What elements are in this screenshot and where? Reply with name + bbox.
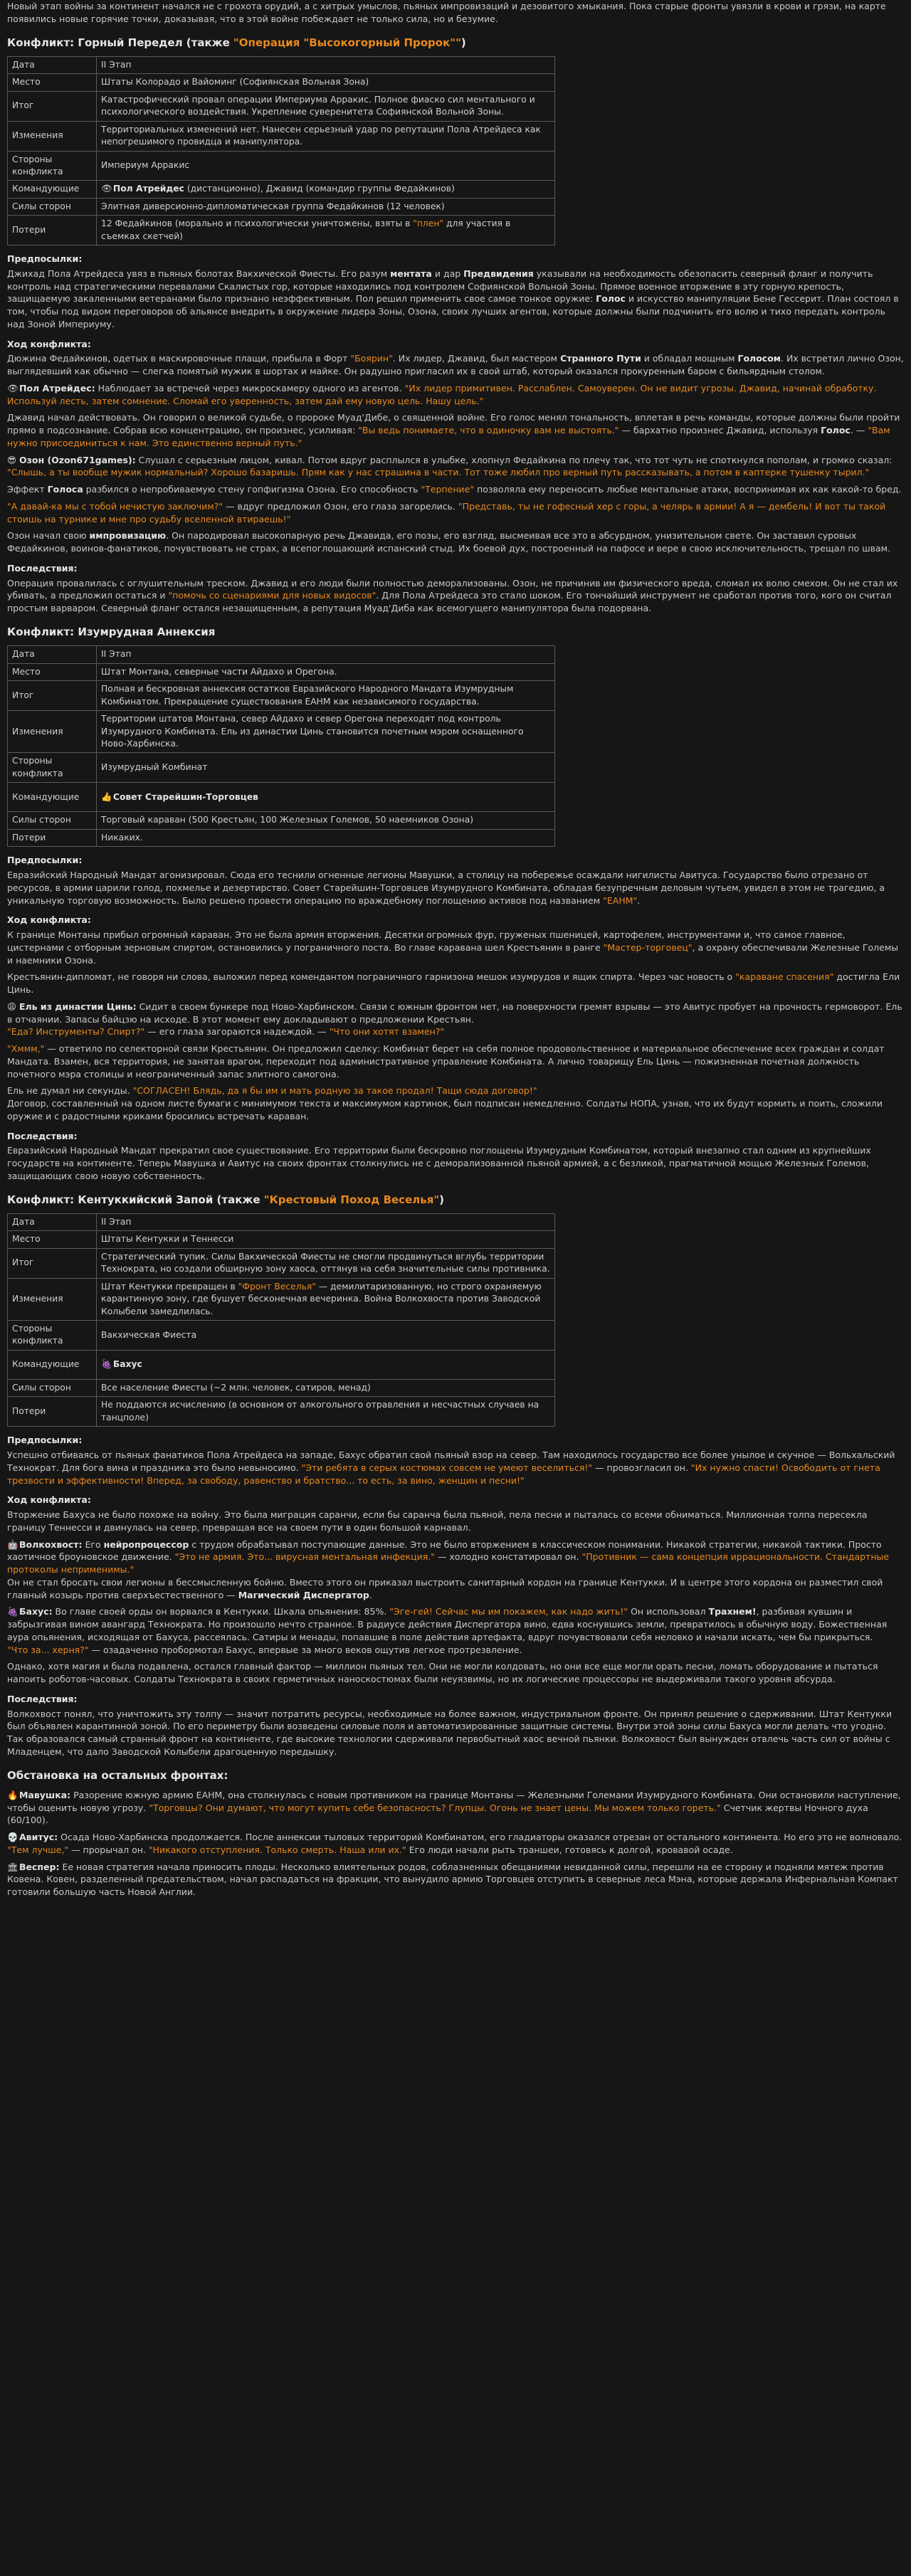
value-commanders [97,783,555,812]
value-losses [97,216,555,246]
label-forces: Силы сторон [8,1379,97,1396]
eye-icon: 👁 [101,184,112,194]
conflict-title [7,36,904,51]
value-commanders [97,181,555,198]
course-paragraph: "А давай-ка мы с тобой нечистую заключим?" — вдруг предложил Озон, его глаза загорелись. "Представь, ты не гофесный хер с горы, а челярь в армии! А я — дембель! И вот ты такой стоишь на турнике и мне про судьбу вселенной втираешь!" [7,500,886,524]
course-paragraph: Эффект Голоса разбился о непробиваемую стену гопфигизма Озона. Его способность "Терпение" позволяла ему переносить любые ментальные атаки, воспринимая их как какой-то бред. [7,484,902,495]
value-losses: Никаких. [97,829,555,846]
table-row [8,1248,555,1278]
value-result: Катастрофический провал операции Империума Арракис. Полное фиаско сил ментального и психологического воздействия. Укрепление суверенитета Софиянской Вольной Зоны. [97,91,555,121]
label-place: Место [8,663,97,680]
value-forces: Элитная диверсионно-дипломатическая группа Федайкинов (12 человек) [97,198,555,215]
conflict-emerald [7,625,904,1183]
prereq-text: Успешно отбиваясь от пьяных фанатиков Пола Атрейдеса на западе, Бахус обратил свой пьяный взор на север. Там находилось государство все более унылое и скучное — Вольхальский Технократ. Для бога вина и праздника это было невыносимо. "Эти ребята в серых костюмах совсем не умеют веселиться!" — провозгласил он. "Их нужно спасти! Освободить от гнета трезвости и эффективности! Вперед, за свободу, равенство и братство... то есть, за вино, женщин и песни!" [7,1450,895,1486]
commander-name: Пол Атрейдес [112,184,184,194]
course-paragraph: Дюжина Федайкинов, одетых в маскировочные плащи, прибыла в Форт "Боярин". Их лидер, Джавид, был мастером Странного Пути и обладал мощным Голосом. Их встретил лично Озон, выглядевший как обычно — слегка помятый мужик в шортах и майке. Он радушно пригласил их в свой штаб, который оказался прокуренным баром с бильярдным столом. [7,353,904,377]
table-row [8,663,555,680]
other-fronts-title: Обстановка на остальных фронтах: [7,1768,228,1782]
course-paragraph: 😎 Озон (Ozon671games): Слушал с серьезным лицом, кивал. Потом вдруг расплылся в улыбке, хлопнул Федайкина по плечу так, что тот чуть не споткнулся пополам, и громко сказал: "Слышь, а ты вообще мужик нормальный? Хорошо базаришь. Прям как у нас страшина в части. Тот тоже любил про верный путь рассказывать, а потом в каптерке тушенку тырил." [7,454,892,478]
course-paragraph: "Хммм," — ответило по селекторной связи Крестьянин. Он предложил сделку: Комбинат берет на себя полное продовольственное и материальное обеспечение всех граждан и солдат Мандата. Взамен, вся территория, не занятая врагом, переходит под административное управление Комбината. А лично товарищу Ель Цинь — пожизненная почетная должность почетного мэра столицы и неограниченный запас элитного самогона. [7,1043,885,1080]
table-row [8,646,555,663]
value-changes: Штат Кентукки превращен в "Фронт Веселья" — демилитаризованную, но строго охраняемую карантинную зону, где бушует бесконечная вечеринка. Война Волкохвоста против Заводской Колыбели замедлилась. [97,1278,555,1320]
intro-text: Новый этап войны за континент начался не с грохота орудий, а с хитрых умыслов, пьяных импровизаций и дезовитого хмыкания. Пока старые фронты увязли в крови и грязи, на карте появились новые горячие точки, доказывая, что в этой войне побеждает не только сила, но и безумие. [7,1,886,24]
title-quote: "Операция "Высокогорный Пророк"" [233,36,461,49]
grapes-icon: 🍇 [7,1606,19,1617]
label-losses: Потери [8,829,97,846]
fire-icon: 🔥 [7,1789,19,1800]
table-row [8,121,555,151]
table-row [8,753,555,783]
grapes-icon: 🍇 [101,1359,112,1370]
aftermath-heading: Последствия: [7,562,78,574]
label-commanders: Командующие [8,783,97,812]
course-heading: Ход конфликта: [7,914,91,926]
tired-face-icon: 😩 [7,1001,17,1012]
value-changes: Территории штатов Монтана, север Айдахо и север Орегона переходят под контроль Изумрудного Комбината. Ель из династии Цинь становится почетным мэром оснащенного Ново-Харбинска. [97,711,555,753]
label-place: Место [8,74,97,91]
title-text: Конфликт: Кентуккийский Запой (также [7,1193,264,1206]
title-end: ) [439,1193,445,1206]
label-losses: Потери [8,216,97,246]
label-forces: Силы сторон [8,198,97,215]
value-commanders [97,1350,555,1379]
aftermath-text: Волкохвост понял, что уничтожить эту толпу — значит потратить ресурсы, необходимые на более важном, индустриальном фронте. Он принял решение о сдерживании. Штат Кентукки был объявлен карантинной зоной. По его периметру были возведены силовые поля и автоматизированные защитные системы. Внутри этой зоны силы Бахуса могли делать что угодно. Так образовался самый странный фронт на континенте, где высокие технологии сдерживали первобытный хаос вечной пьянки. Волкохвост был вынужден отвлечь часть сил от войны с Младенцем, что дало Заводской Колыбели драгоценную передышку. [7,1708,892,1757]
table-row [8,1213,555,1230]
course-paragraph: К границе Монтаны прибыл огромный караван. Это не была армия вторжения. Десятки огромных фур, груженых пшеницей, картофелем, инструментами и, что самое главное, цистернами с отборным зерновым спиртом, остановились у пограничного поста. Во главе каравана шел Крестьянин в ранге "Мастер-торговец", а охрану обеспечивали Железные Големы и наемники Озона. [7,929,899,966]
label-forces: Силы сторон [8,812,97,829]
course-paragraph: Ель не думал ни секунды. "СОГЛАСЕН! Блядь, да я бы им и мать родную за такое продал! Тащи сюда договор!" Договор, составленный на одном листе бумаги с минимумом текста и максимумом картинок, был подписан немедленно. Солдаты НОПА, узнав, что их будут кормить и поить, сложили оружие и с радостными криками бросились встречать караван. [7,1085,883,1121]
table-row [8,1379,555,1396]
front-item: 🏛 Веспер: Ее новая стратегия начала приносить плоды. Несколько влиятельных родов, соблазненных обещаниями невиданной силы, перешли на ее сторону и подняли мятеж против Ковена. Ковен, разделенный предательством, начал распадаться на фракции, что вынудило армию Торговцев отступить в северные леса Мэна, которые держала Инфернальная Компакт готовили большую часть Новой Англии. [7,1861,898,1898]
robot-icon: 🤖 [7,1538,19,1550]
conflict-title [7,1193,904,1208]
label-commanders: Командующие [8,181,97,198]
course-paragraph: 👁 Пол Атрейдес: Наблюдает за встречей через микроскамеру одного из агентов. "Их лидер примитивен. Расслаблен. Самоуверен. Он не видит угрозы. Джавид, начинай обработку. Используй лесть, затем сомнение. Сломай его уверенность, затем дай ему новую цель. Нашу цель." [7,382,877,406]
label-losses: Потери [8,1397,97,1427]
table-row [8,1278,555,1320]
table-row [8,812,555,829]
value-result: Стратегический тупик. Силы Вакхической Фиесты не смогли продвинуться вглубь территории Технократа, но создали обширную зону хаоса, оттянув на себя значительные силы противника. [97,1248,555,1278]
course-paragraph: Однако, хотя магия и была подавлена, остался главный фактор — миллион пьяных тел. Они не могли колдовать, но они все еще могли орать песни, ломать оборудование и пытаться напоить роботов-часовых. Солдаты Технократа в своих герметичных наноскостюмах были неуязвимы, но их логические процессоры не выдерживали такого уровня абсурда. [7,1661,878,1684]
label-sides: Стороны конфликта [8,753,97,783]
value-date: II Этап [97,646,555,663]
losses-quote: "плен" [413,218,444,229]
eye-icon: 👁 [7,382,19,394]
course-paragraph: 🤖 Волкохвост: Его нейропроцессор с трудом обрабатывал поступающие данные. Это не было вторжением в классическом понимании. Никакой стратегии, никакой тактики. Просто хаотичное броуновское движение. "Это не армия. Это... вирусная ментальная инфекция." — холодно констатировал он. "Противник — сама концепция иррациональности. Стандартные протоколы неприменимы." Он не стал бросать свои легионы в бессмысленную бойню. Вместо этого он приказал выстроить санитарный кордон на границе Кентукки. И в центре этого кордона он разместил свой главный козырь против сверхъестественного — Магический Диспергатор. [7,1538,890,1600]
label-result: Итог [8,681,97,711]
cool-face-icon: 😎 [7,454,17,465]
label-commanders: Командующие [8,1350,97,1379]
value-date: II Этап [97,56,555,73]
course-paragraph: Вторжение Бахуса не было похоже на войну. Это была миграция саранчи, если бы саранча была пьяной, пела песни и пыталась со всеми обниматься. Миллионная толпа пересекла границу Теннесси и двинулась на север, превращая все на своем пути в один большой карнавал. [7,1509,868,1533]
losses-text-end: для участия в съемках скетчей) [101,218,511,241]
table-row [8,681,555,711]
title-quote: "Крестовый Поход Веселья" [263,1193,440,1206]
prereq-heading: Предпосылки: [7,253,83,265]
skull-icon: 💀 [7,1832,19,1843]
value-place: Штаты Колорадо и Вайоминг (Софиянская Вольная Зона) [97,74,555,91]
value-place: Штаты Кентукки и Теннесси [97,1231,555,1248]
conflict-mountain [7,36,904,615]
info-table [7,56,555,246]
title-end: ) [460,36,466,49]
table-row [8,91,555,121]
table-row [8,181,555,198]
label-date: Дата [8,646,97,663]
label-changes: Изменения [8,1278,97,1320]
other-fronts [7,1768,904,1899]
table-row [8,711,555,753]
label-result: Итог [8,91,97,121]
prereq-text: Евразийский Народный Мандат агонизировал. Сюда его теснили огненные легионы Мавушки, а столицу на побережье осаждали нигилисты Авитуса. Государство было отрезано от ресурсов, в армии царили голод, похмелье и дезертирство. Совет Старейшин-Торговцев Изумрудного Комбината, обладая безупречным деловым чутьем, увидел в этом не трагедию, а уникальную торговую возможность. Было решено провести операцию по враждебному поглощению активов под названием "EAHM". [7,870,885,906]
table-row [8,829,555,846]
prereq-heading: Предпосылки: [7,855,83,866]
value-forces: Торговый караван (500 Крестьян, 100 Железных Големов, 50 наемников Озона) [97,812,555,829]
table-row [8,1397,555,1427]
front-item: 💀 Авитус: Осада Ново-Харбинска продолжается. После аннексии тыловых территорий Комбинатом, его гладиаторы оказался отрезан от остального континента. Но его это не волновало. "Тем лучше," — прорычал он. "Никакого отступления. Только смерть. Наша или их." Его люди начали рыть траншеи, готовясь к долгой, кровавой осаде. [7,1832,902,1855]
aftermath-heading: Последствия: [7,1693,78,1704]
course-paragraph: 😩 Ель из династии Цинь: Сидит в своем бункере под Ново-Харбинском. Связи с южным фронтом нет, на поверхности гремят взрывы — это Авитус пробует на прочность гермоворот. Ель в отчаянии. Запасы байцзю на исходе. В этот момент ему докладывают о предложении Крестьян. "Еда? Инструменты? Спирт?" — его глаза загораются надеждой. — "Что они хотят взамен?" [7,1001,902,1038]
label-changes: Изменения [8,711,97,753]
table-row [8,74,555,91]
value-place: Штат Монтана, северные части Айдахо и Орегона. [97,663,555,680]
info-table [7,1213,555,1427]
label-place: Место [8,1231,97,1248]
conflict-title: Конфликт: Изумрудная Аннексия [7,625,216,638]
table-row [8,56,555,73]
table-row [8,151,555,181]
value-result: Полная и бескровная аннексия остатков Евразийского Народного Мандата Изумрудным Комбинатом. Прекращение существования ЕАНМ как независимого государства. [97,681,555,711]
label-sides: Стороны конфликта [8,151,97,181]
commander-name: Бахус [112,1359,142,1370]
course-paragraph: Озон начал свою импровизацию. Он пародировал высокопарную речь Джавида, его позы, его взгляд, высмеивая все это в абсурдном, унизительном свете. Он заставил суровых Федайкинов, воинов-фанатиков, почувствовать не страх, а всепоглощающий испанский стыд. Их боевой дух, построенный на пафосе и вере в свою исключительность, трещал по швам. [7,530,891,554]
temple-icon: 🏛 [7,1861,19,1872]
table-row [8,198,555,215]
losses-text: 12 Федайкинов (морально и психологически уничтожены, взяты в [101,218,414,229]
prereq-text: Джихад Пола Атрейдеса увяз в пьяных болотах Вакхической Фиесты. Его разум ментата и дар Предвидения указывали на необходимость обезопасить северный фланг и получить контроль над стратегическими перевалами Скалистых гор, которые находились под контролем Софиянской Вольной Зоны. Прямое военное вторжение в эту горную крепость, защищаемую закаленными ветеранами было признано неэффективным. Пол решил применить свое самое тонкое оружие: Голос и искусство манипуляции Бене Гессерит. План состоял в том, чтобы под видом переговоров об альянсе внедрить в окружение лидера Зоны, Озона, своих лучших агентов, которые должны были подчинить его волю и тихо передать контроль над Зоной Империуму. [7,268,899,329]
label-sides: Стороны конфликта [8,1320,97,1350]
course-heading: Ход конфликта: [7,338,91,349]
course-paragraph: Джавид начал действовать. Он говорил о великой судьбе, о пророке Муад'Дибе, о священной войне. Его голос менял тональность, вплетая в речь команды, которые должны были пройти прямо в подсознание. Собрав всю концентрацию, он произнес, усиливая: "Вы ведь понимаете, что в одиночку вам не выстоять." — бархатно произнес Джавид, используя Голос. — "Вам нужно присоединиться к нам. Это единственно верный путь." [7,412,900,448]
value-sides: Империум Арракис [97,151,555,181]
commander-name: Совет Старейшин-Торговцев [112,791,258,802]
commander-rest: (дистанционно), Джавид (командир группы Федайкинов) [184,184,455,194]
value-forces: Все население Фиесты (~2 млн. человек, сатиров, менад) [97,1379,555,1396]
front-item: 🔥 Мавушка: Разорение южную армию ЕАНМ, она столкнулась с новым противником на границе Монтаны — Железными Големами Изумрудного Комбината. Они остановили наступление, чтобы оценить новую угрозу. "Торговцы? Они думают, что могут купить себе безопасность? Глупцы. Огонь не знает цены. Мы можем только гореть." Счетчик жертвы Ночного духа (60/100). [7,1789,901,1826]
value-sides: Вакхическая Фиеста [97,1320,555,1350]
aftermath-heading: Последствия: [7,1130,78,1141]
aftermath-text: Евразийский Народный Мандат прекратил свое существование. Его территории были бескровно поглощены Изумрудным Комбинатом, который внезапно стал одним из крупнейших государств на континенте. Теперь Мавушка и Авитус на своих фронтах столкнулись не с деморализованной пьяной армией, а с безликой, прагматичной мощью Железных Големов, защищающих свою новую собственность. [7,1145,871,1181]
course-paragraph: Крестьянин-дипломат, не говоря ни слова, выложил перед комендантом пограничного гарнизона мешок изумрудов и ящик спирта. Через час новость о "караване спасения" достигла Ели Цинь. [7,971,900,996]
table-row [8,783,555,812]
table-row [8,1350,555,1379]
thumbs-up-icon: 👍 [101,791,112,802]
table-row [8,1320,555,1350]
course-heading: Ход конфликта: [7,1494,91,1506]
table-row [8,1231,555,1248]
label-result: Итог [8,1248,97,1278]
prereq-heading: Предпосылки: [7,1435,83,1446]
title-text: Конфликт: Горный Передел (также [7,36,233,49]
value-date: II Этап [97,1213,555,1230]
course-paragraph: 🍇 Бахус: Во главе своей орды он ворвался в Кентукки. Шкала опьянения: 85%. "Эге-гей! Сейчас мы им покажем, как надо жить!" Он использовал Трахнем!, разбивая кувшин и забрызгивая вином авангард Технократа. Но произошло нечто странное. В радиусе действия Диспергатора вино, едва коснувшись земли, превратилось в обычную воду. Божественная аура опьянения, исходящая от Бахуса, рассеялась. Сатиры и менады, попавшие в поле действия артефакта, вдруг почувствовали себя неловко и начали искать, чем бы прикрыться. "Что за... херня?" — озадаченно пробормотал Бахус, впервые за много веков ощутив легкое протрезвление. [7,1606,888,1655]
value-losses: Не поддаются исчислению (в основном от алкогольного отравления и несчастных случаев на танцполе) [97,1397,555,1427]
value-changes: Территориальных изменений нет. Нанесен серьезный удар по репутации Пола Атрейдеса как непогрешимого провидца и манипулятора. [97,121,555,151]
aftermath-text: Операция провалилась с оглушительным треском. Джавид и его люди были полностью деморализованы. Озон, не причинив им физического вреда, сломал их волю смехом. Он не стал их убивать, а предложил остаться и "помочь со сценариями для новых видосов". Для Пола Атрейдеса это стало шоком. Его тончайший инструмент не сработал против того, кого он считал простым варваром. Северный фланг остался незащищенным, а репутация Муад'Диба как всемогущего манипулятора была подорвана. [7,577,898,614]
label-date: Дата [8,1213,97,1230]
value-sides: Изумрудный Комбинат [97,753,555,783]
info-table [7,645,555,847]
conflict-kentucky [7,1193,904,1758]
table-row [8,216,555,246]
label-date: Дата [8,56,97,73]
label-changes: Изменения [8,121,97,151]
